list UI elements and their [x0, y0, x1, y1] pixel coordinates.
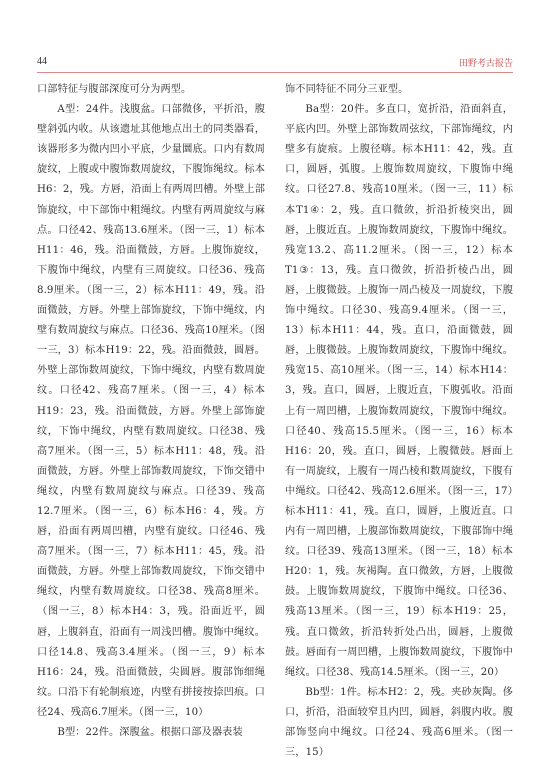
paragraph: 口部特征与腹部深度可分为两型。: [37, 84, 192, 95]
paragraph: Ba型：20件。多直口，宽折沿，沿面斜直，平底内凹。外壁上部饰数周弦纹，下部饰绳纹，内壁多有旋痕。上腹径嗨。标本H11：42，残。直口，圆唇，弧腹。上腹饰数周旋纹，下腹饰中绳纹。口径27.8、残高10厘米。（图一三，11）标本T1④：2，残。直口微敛，折沿折棱突出，圆唇，上腹近直。上腹饰数周旋纹，下腹饰中绳纹。残宽13.2、高11.2厘米。（图一三，12）标本T1③：13，残。直口微敛，折沿折棱凸出，圆唇，上腹微鼓。上腹饰一周凸棱及一周旋纹，下腹饰中绳纹。口径30、残高9.4厘米。（图一三，13）标本H11：44，残。直口，沿面微鼓，圆唇，上腹微鼓。上腹饰数周旋纹，下腹饰中绳纹。残宽15、高10厘米。（图一三，14）标本H14：3，残。直口，圆唇，上腹近直，下腹弧收。沿面上有一周凹槽，上腹饰数周旋纹，下腹饰中绳纹。口径40、残高15.5厘米。（图一三，16）标本H16：20，残。直口，圆唇，上腹微鼓。唇面上有一周旋纹，上腹有一周凸棱和数周旋纹，下腹有中绳纹。口径42、残高12.6厘米。（图一三，17）标本H11：41，残。直口，圆唇，上腹近直。口内有一周凹槽，上腹部饰数周旋纹，下腹部饰中绳纹。口径39、残高13厘米。（图一三，18）标本H20：1，残。灰褐陶。直口微敛，方唇，上腹微鼓。上腹饰数周旋纹，下腹饰中绳纹。口径36、残高13厘米。（图一三，19）标本H19：25，残。直口微敛，折沿转折处凸出，圆唇，上腹微鼓。唇面有一周凹槽，上腹饰数周旋纹，下腹饰中绳纹。口径38、残高14.5厘米。（图一三，20）: [285, 104, 513, 678]
journal-title: 田野考古报告: [458, 59, 513, 69]
paragraph: 饰不同特征不同分三亚型。: [285, 84, 409, 95]
body-columns: [37, 80, 513, 759]
left-column: [37, 80, 265, 738]
page-number: 44: [37, 56, 47, 67]
paragraph: A型：24件。浅腹盆。口部微侈，平折沿，腹壁斜弧内收。从该遗址其他地点出土的同类器看，该器形多为微内凹小平底，少量圜底。口内有数周旋纹，上腹或中腹饰数周旋纹，下腹饰绳纹。标本H6：2，残。方唇，沿面上有两周凹槽。外壁上部饰旋纹，中下部饰中粗绳纹。内壁有两周旋纹与麻点。口径42、残高13.6厘米。（图一三，1）标本H11：46，残。沿面微鼓，方唇。上腹饰旋纹，下腹饰中绳纹，内壁有三周旋纹。口径36、残高8.9厘米。（图一三，2）标本H11：49，残。沿面微鼓，方唇。外壁上部饰旋纹，下饰中绳纹，内壁有数周旋纹与麻点。口径36、残高10厘米。（图一三，3）标本H19：22，残。沿面微鼓，圆唇。外壁上部饰数周旋纹，下饰中绳纹，内壁有数周旋纹。口径42、残高7厘米。（图一三，4）标本H19：23，残。沿面微鼓，方唇。外壁上部饰旋纹，下饰中绳纹，内壁有数周旋纹。口径38、残高7厘米。（图一三，5）标本H11：48，残。沿面微鼓，方唇。外壁上部饰数周旋纹，下饰交错中绳纹，内壁有数周旋纹与麻点。口径39、残高12.7厘米。（图一三，6）标本H6：4，残。方唇，沿面有两周凹槽，内壁有旋纹。口径46、残高7厘米。（图一三，7）标本H11：45，残。沿面微鼓，方唇。外壁上部饰数周旋纹，下饰交错中绳纹，内壁有数周旋纹。口径38、残高8厘米。（图一三，8）标本H4：3，残。沿面近平，圆唇，上腹斜直，沿面有一周浅凹槽。腹饰中绳纹。口径14.8、残高3.4厘米。（图一三，9）标本H16：24，残。沿面微鼓，尖圆唇。腹部饰细绳纹。口沿下有轮制痕迹，内壁有拼接按捺凹痕。口径24、残高6.7厘米。（图一三，10）: [37, 104, 265, 718]
paragraph: Bb型：1件。标本H2：2，残。夹砂灰陶。侈口，折沿，沿面较窄且内凹，圆唇，斜腹内收。腹部饰竖向中绳纹。口径24、残高6厘米。（图一三，15）: [285, 686, 513, 759]
paragraph: B型：22件。深腹盆。根据口部及器表装: [57, 727, 243, 738]
right-column: [285, 80, 513, 759]
header-divider: [37, 72, 513, 73]
